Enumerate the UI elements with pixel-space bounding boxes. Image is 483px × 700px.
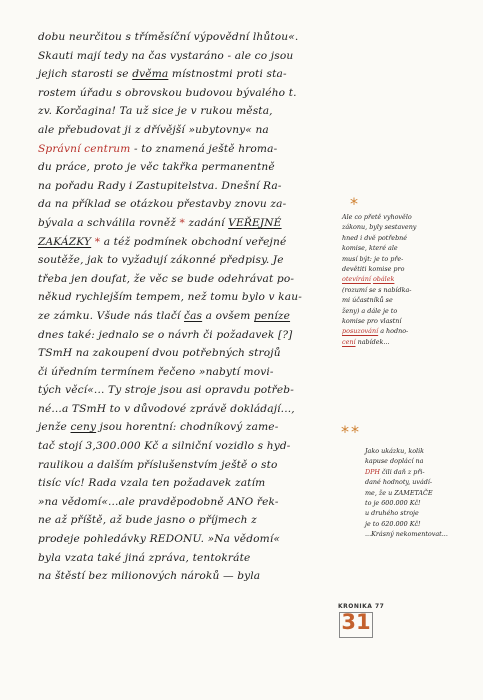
note-line	[342, 326, 457, 336]
note-highlight: DPH	[365, 467, 380, 476]
note-line: to je 600.000 Kč!	[365, 499, 421, 508]
highlight-zakazky: ZAKÁZKY	[38, 235, 92, 248]
text-fragment: místnostmi proti sta-	[171, 68, 287, 81]
note-line: Jako ukázku, kolik	[365, 447, 425, 455]
note-line	[342, 337, 457, 347]
note-fragment: čili daň z při-	[382, 467, 425, 476]
text-line	[38, 326, 338, 345]
text-line	[38, 233, 338, 252]
chronicle-label: KRONIKA 77	[338, 603, 385, 610]
highlight-penize: peníze	[254, 309, 291, 322]
margin-star-ref: *	[94, 235, 101, 248]
text-fragment: jenže	[38, 421, 67, 434]
question-mark: [?]	[278, 328, 293, 341]
text-line: tisíc víc! Rada vzala ten požadavek zatím	[38, 477, 266, 490]
text-line	[38, 307, 338, 326]
text-line: na pořadu Rady i Zastupitelstva. Dnešní Ra-	[38, 179, 282, 192]
text-line: soutěže, jak to vyžadují zákonné předpisy. Je	[38, 254, 284, 267]
text-line: né...a TSmH to v důvodové zprávě dokládají...,	[38, 402, 295, 415]
note-highlight: cení	[342, 337, 356, 346]
note-line: Ale co přetě vyhovělo	[342, 213, 412, 221]
text-fragment: bývala a schválila rovněž	[38, 216, 177, 229]
text-line: třeba jen doufat, že věc se bude odehrávat po-	[38, 272, 295, 285]
margin-star-ref: *	[179, 216, 185, 229]
main-text	[38, 28, 338, 586]
highlight-redonu: REDONU.	[149, 533, 205, 546]
note-line	[365, 467, 465, 477]
note-line: ženy) a dále je to	[342, 306, 398, 315]
note-line: mi účastníků se	[342, 296, 393, 305]
highlight-ceny: ceny	[70, 421, 97, 434]
margin-star-2: **	[341, 422, 361, 441]
text-line: TSmH na zakoupení dvou potřebných strojů	[38, 347, 281, 360]
note-line: dané hodnoty, uvádí-	[365, 478, 433, 487]
page-number: 31	[341, 610, 371, 634]
note-line: komise pro vlastní	[342, 317, 402, 326]
note-line: je to 620.000 Kč!	[365, 519, 421, 528]
text-line: tač stojí 3,300.000 Kč a silniční vozidlo s hyd-	[38, 440, 291, 453]
text-line: rostem úřadu s obrovskou budovou bývalého t.	[38, 86, 297, 99]
text-line: ne až příště, až bude jasno o příjmech z	[38, 514, 257, 527]
text-fragment: ze zámku. Všude nás tlačí	[38, 309, 181, 322]
text-line: či úředním termínem řečeno »nabytí movi-	[38, 365, 274, 378]
note-highlight: otevírání	[342, 275, 371, 284]
margin-star-1: *	[350, 194, 358, 213]
highlight-cas: čas	[183, 309, 203, 322]
note-line	[342, 274, 457, 284]
text-line	[38, 214, 338, 233]
highlight-verejne: VEŘEJNÉ	[228, 216, 282, 229]
text-fragment: zadání	[188, 216, 225, 229]
text-line: ale přebudovat ji z dřívější »ubytovny« na	[38, 123, 269, 136]
note-line: devětiti komise pro	[342, 265, 405, 274]
note-line: (rozumí se s nabídka-	[342, 285, 412, 294]
text-fragment: dnes také: jednalo se o návrh či požadavek	[38, 328, 275, 341]
text-line: dobu neurčitou s tříměsíční výpovědní lhůtou«.	[38, 31, 299, 43]
text-line: da na příklad se otázkou přestavby znovu za-	[38, 198, 287, 211]
text-line: »na vědomí«...ale pravděpodobně ANO řek-	[38, 495, 279, 508]
note-line: zákonu, byly sestaveny	[342, 223, 417, 232]
text-line: na štěstí bez milionových nároků — byla	[38, 570, 261, 583]
text-line: raulikou a dalším příslušenstvím ještě o sto	[38, 458, 278, 471]
text-fragment: a ovšem	[205, 309, 251, 322]
text-fragment: prodeje pohledávky	[38, 533, 147, 546]
text-line: někud rychlejším tempem, než tomu bylo v kau-	[38, 291, 302, 304]
text-line: Skauti mají tedy na čas vystaráno - ale co jsou	[38, 49, 294, 62]
note-highlight: obálek	[372, 275, 395, 284]
text-line	[38, 418, 338, 437]
note-line: musí být: je to pře-	[342, 254, 404, 263]
text-fragment: jsou horentní: chodníkový zame-	[99, 421, 279, 434]
note-line: kapuse doplácí na	[365, 457, 424, 466]
text-fragment: a též podmínek obchodní veřejné	[103, 235, 287, 248]
margin-note-2	[365, 446, 465, 540]
highlight-spravni-centrum: Správní centrum	[38, 142, 131, 155]
text-line	[38, 140, 338, 159]
text-fragment: - to znamená ještě hroma-	[133, 142, 278, 155]
page-number-box	[339, 612, 373, 638]
text-line: byla vzata také jiná zpráva, tentokráte	[38, 551, 251, 564]
highlight-dvema: dvěma	[132, 68, 169, 81]
note-highlight: posuzování	[342, 327, 379, 336]
note-line: ...Krásný nekomentovat...	[365, 530, 448, 539]
text-line: du práce, proto je věc takřka permanentně	[38, 161, 275, 174]
note-fragment: a hodno-	[380, 327, 409, 336]
margin-note-1	[342, 212, 457, 347]
note-line: komise, které ale	[342, 244, 398, 253]
text-fragment: »Na vědomí«	[207, 533, 281, 546]
note-line: hned i dvě potřebné	[342, 233, 408, 242]
text-line: tých věcí«... Ty stroje jsou asi opravdu potřeb-	[38, 384, 294, 397]
note-line: u druhého stroje	[365, 509, 419, 518]
text-fragment: jejich starosti se	[38, 68, 129, 81]
text-line: zv. Korčagina! Ta už sice je v rukou města,	[38, 105, 273, 118]
note-line: me, že u ZAMETAČE	[365, 488, 433, 497]
note-fragment: nabídek...	[357, 337, 390, 346]
text-line	[38, 530, 338, 549]
text-line	[38, 65, 338, 84]
